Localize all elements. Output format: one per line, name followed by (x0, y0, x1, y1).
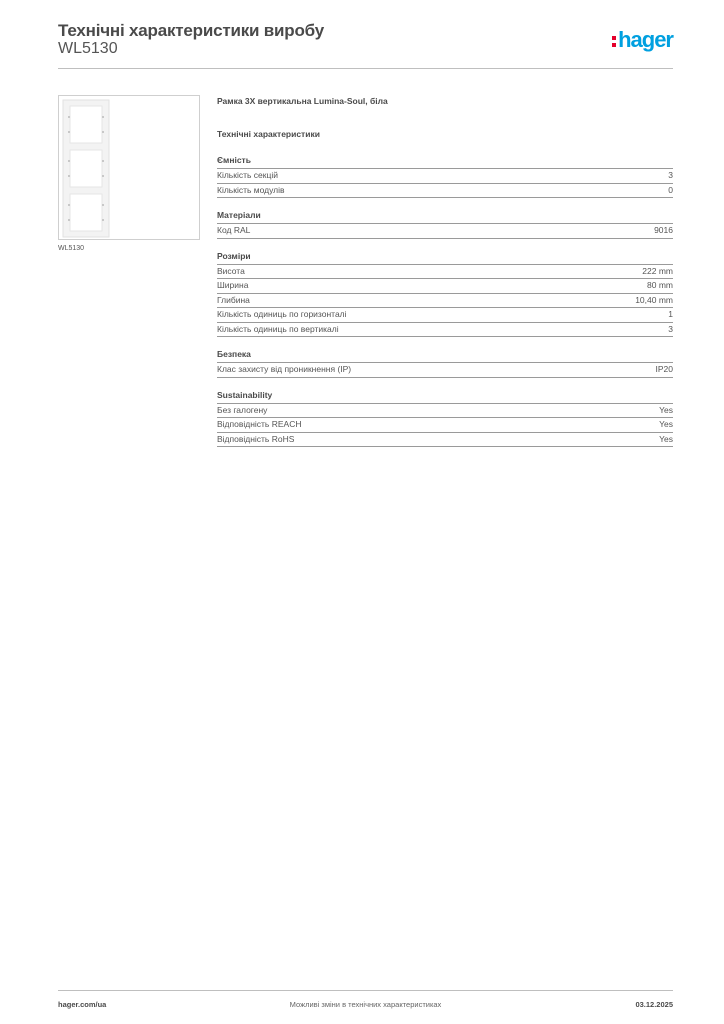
hager-logo (612, 27, 673, 53)
spec-group-materials (217, 209, 673, 239)
spec-row (217, 265, 673, 280)
website-link[interactable]: hager.com/ua (58, 1000, 107, 1009)
spec-row (217, 224, 673, 239)
spec-content (217, 96, 673, 447)
spec-label: Без галогену (217, 404, 268, 415)
spec-value: 3 (668, 323, 673, 334)
spec-value: 222 mm (642, 265, 673, 276)
spec-value: 10,40 mm (635, 294, 673, 305)
section-heading: Технічні характеристики (217, 129, 320, 139)
spec-group-sustainability (217, 389, 673, 448)
spec-row (217, 323, 673, 338)
spec-label: Клас захисту від проникнення (IP) (217, 364, 352, 374)
spec-value: Yes (659, 419, 673, 429)
spec-row (217, 184, 673, 199)
spec-group-dimensions (217, 250, 673, 338)
spec-label: Код RAL (217, 225, 251, 235)
footer-date: 03.12.2025 (635, 1000, 673, 1009)
footer-disclaimer: Можливі зміни в технічних характеристиках (289, 1000, 442, 1009)
spec-label: Глибина (217, 294, 250, 305)
spec-row (217, 279, 673, 294)
spec-label: Кількість секцій (217, 170, 278, 180)
spec-row (217, 308, 673, 323)
spec-group-capacity (217, 154, 673, 198)
page-footer (58, 990, 673, 1015)
spec-label: Кількість одиниць по горизонталі (217, 309, 347, 319)
image-caption: WL5130 (58, 245, 85, 252)
spec-value: Yes (659, 404, 673, 415)
spec-value: 80 mm (647, 280, 673, 290)
spec-value: 0 (668, 184, 673, 195)
group-title: Розміри (217, 250, 673, 265)
logo-text: hager (618, 27, 673, 52)
group-title: Матеріали (217, 209, 673, 224)
spec-value: 3 (668, 170, 673, 180)
spec-row (217, 294, 673, 309)
spec-label: Відповідність RoHS (217, 433, 295, 444)
spec-label: Відповідність REACH (217, 419, 302, 429)
page-header (58, 21, 673, 69)
spec-value: IP20 (655, 364, 673, 374)
spec-row (217, 363, 673, 378)
product-image (58, 95, 200, 240)
spec-row (217, 404, 673, 419)
spec-row (217, 433, 673, 448)
logo-dots-icon (612, 36, 616, 47)
spec-value: 1 (668, 309, 673, 319)
spec-row (217, 418, 673, 433)
page-title: Технічні характеристики виробу (58, 21, 324, 40)
product-code-subtitle: WL5130 (58, 40, 118, 57)
group-title: Ємність (217, 154, 673, 169)
product-name: Рамка 3X вертикальна Lumina-Soul, біла (217, 96, 388, 106)
frame-illustration-icon (59, 96, 201, 241)
spec-label: Кількість одиниць по вертикалі (217, 323, 339, 334)
spec-value: Yes (659, 433, 673, 444)
group-title: Sustainability (217, 389, 673, 404)
group-title: Безпека (217, 348, 673, 363)
spec-label: Кількість модулів (217, 184, 285, 195)
spec-row (217, 169, 673, 184)
spec-label: Ширина (217, 280, 249, 290)
spec-label: Висота (217, 265, 245, 276)
spec-group-safety (217, 348, 673, 378)
spec-value: 9016 (654, 225, 673, 235)
